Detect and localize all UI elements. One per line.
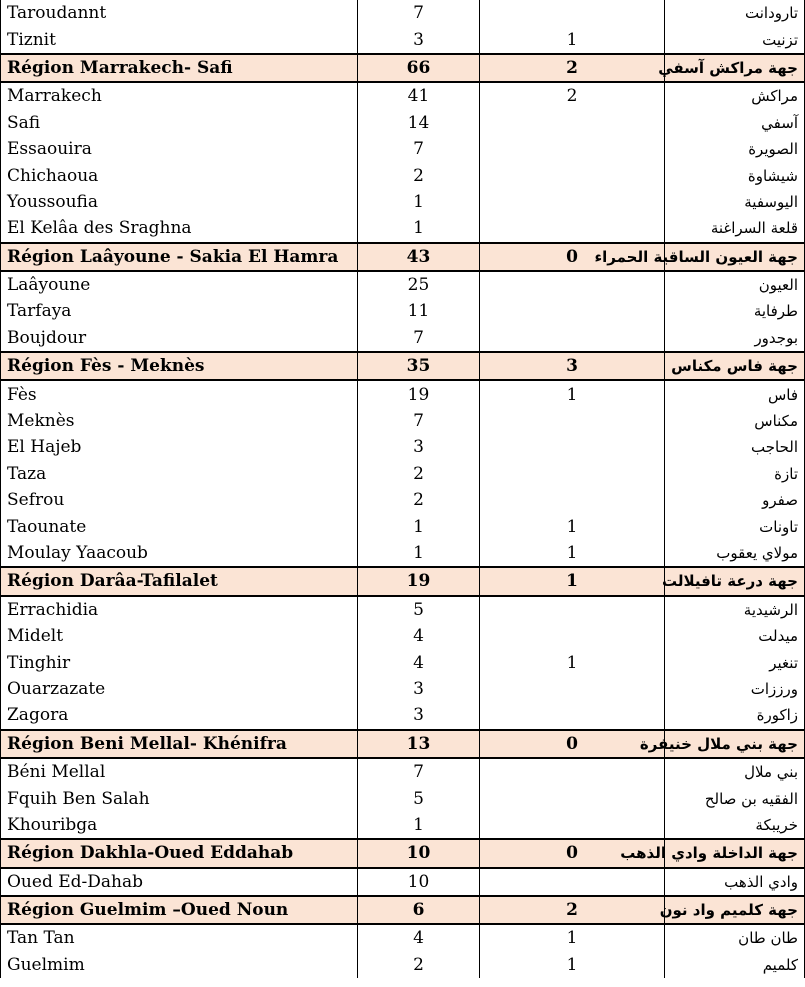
name-ar-cell: بوجدور [665, 325, 805, 352]
extra-cell [480, 162, 665, 188]
extra-cell: 2 [480, 54, 665, 82]
table-row [1, 189, 805, 215]
extra-cell [480, 785, 665, 811]
extra-cell [480, 868, 665, 896]
table-row [1, 162, 805, 188]
region-row [1, 54, 805, 82]
name-fr-cell: Tinghir [1, 649, 358, 675]
name-ar-cell: آسفي [665, 110, 805, 136]
name-ar-cell: جهة فاس مكناس [665, 352, 805, 380]
region-row [1, 352, 805, 380]
table-row [1, 0, 805, 26]
total-cell: 43 [358, 243, 480, 271]
name-ar-cell: تنغير [665, 649, 805, 675]
total-cell: 41 [358, 82, 480, 109]
name-ar-cell: فاس [665, 380, 805, 407]
extra-cell [480, 623, 665, 649]
total-cell: 7 [358, 325, 480, 352]
extra-cell [480, 758, 665, 785]
extra-cell: 1 [480, 567, 665, 595]
name-ar-cell: تاونات [665, 513, 805, 539]
extra-cell: 1 [480, 952, 665, 978]
name-ar-cell: تزنيت [665, 26, 805, 53]
table-row [1, 380, 805, 407]
name-fr-cell: Youssoufia [1, 189, 358, 215]
name-fr-cell: Tiznit [1, 26, 358, 53]
table-row [1, 110, 805, 136]
total-cell: 5 [358, 596, 480, 623]
name-ar-cell: جهة بني ملال خنيفرة [665, 730, 805, 758]
name-fr-cell: El Kelâa des Sraghna [1, 215, 358, 242]
extra-cell: 2 [480, 82, 665, 109]
extra-cell [480, 702, 665, 729]
name-ar-cell: بني ملال [665, 758, 805, 785]
name-ar-cell: قلعة السراغنة [665, 215, 805, 242]
total-cell: 7 [358, 408, 480, 434]
total-cell: 10 [358, 839, 480, 867]
total-cell: 3 [358, 434, 480, 460]
name-ar-cell: مولاي يعقوب [665, 540, 805, 567]
total-cell: 10 [358, 868, 480, 896]
name-ar-cell: وادي الذهب [665, 868, 805, 896]
table-row [1, 215, 805, 242]
extra-cell [480, 434, 665, 460]
name-fr-cell: Région Guelmim –Oued Noun [1, 896, 358, 924]
total-cell: 2 [358, 461, 480, 487]
name-ar-cell: خريبكة [665, 812, 805, 839]
total-cell: 4 [358, 924, 480, 951]
total-cell: 7 [358, 758, 480, 785]
name-fr-cell: Moulay Yaacoub [1, 540, 358, 567]
name-fr-cell: Fès [1, 380, 358, 407]
total-cell: 35 [358, 352, 480, 380]
extra-cell [480, 676, 665, 702]
name-ar-cell: ورززات [665, 676, 805, 702]
name-ar-cell: الرشيدية [665, 596, 805, 623]
name-ar-cell: الفقيه بن صالح [665, 785, 805, 811]
total-cell: 2 [358, 162, 480, 188]
total-cell: 2 [358, 952, 480, 978]
extra-cell: 0 [480, 839, 665, 867]
extra-cell [480, 325, 665, 352]
name-fr-cell: Fquih Ben Salah [1, 785, 358, 811]
table-row [1, 676, 805, 702]
name-ar-cell: كلميم [665, 952, 805, 978]
name-ar-cell: الحاجب [665, 434, 805, 460]
table-row [1, 461, 805, 487]
name-ar-cell: شيشاوة [665, 162, 805, 188]
table-row [1, 868, 805, 896]
name-ar-cell: جهة العيون الساقية الحمراء [665, 243, 805, 271]
name-fr-cell: Taounate [1, 513, 358, 539]
region-row [1, 567, 805, 595]
name-fr-cell: Béni Mellal [1, 758, 358, 785]
table-row [1, 513, 805, 539]
name-fr-cell: Laâyoune [1, 271, 358, 298]
table-row [1, 434, 805, 460]
name-fr-cell: Oued Ed-Dahab [1, 868, 358, 896]
total-cell: 1 [358, 540, 480, 567]
extra-cell [480, 189, 665, 215]
table-row [1, 325, 805, 352]
name-ar-cell: جهة مراكش آسفي [665, 54, 805, 82]
region-row [1, 839, 805, 867]
total-cell: 19 [358, 567, 480, 595]
name-fr-cell: Khouribga [1, 812, 358, 839]
extra-cell: 2 [480, 896, 665, 924]
total-cell: 6 [358, 896, 480, 924]
total-cell: 5 [358, 785, 480, 811]
table-row [1, 649, 805, 675]
total-cell: 25 [358, 271, 480, 298]
table-row [1, 702, 805, 729]
name-fr-cell: Errachidia [1, 596, 358, 623]
name-ar-cell: جهة درعة تافيلالت [665, 567, 805, 595]
extra-cell: 1 [480, 540, 665, 567]
extra-cell [480, 487, 665, 513]
total-cell: 1 [358, 189, 480, 215]
name-fr-cell: Région Dakhla-Oued Eddahab [1, 839, 358, 867]
name-ar-cell: طرفاية [665, 298, 805, 324]
name-fr-cell: Meknès [1, 408, 358, 434]
extra-cell: 3 [480, 352, 665, 380]
name-fr-cell: Boujdour [1, 325, 358, 352]
table-row [1, 952, 805, 978]
name-fr-cell: Chichaoua [1, 162, 358, 188]
extra-cell: 1 [480, 513, 665, 539]
table-row [1, 540, 805, 567]
total-cell: 13 [358, 730, 480, 758]
extra-cell [480, 215, 665, 242]
total-cell: 7 [358, 0, 480, 26]
total-cell: 11 [358, 298, 480, 324]
name-fr-cell: Région Fès - Meknès [1, 352, 358, 380]
extra-cell [480, 812, 665, 839]
table-row [1, 26, 805, 53]
name-ar-cell: مراكش [665, 82, 805, 109]
extra-cell [480, 408, 665, 434]
name-fr-cell: Marrakech [1, 82, 358, 109]
extra-cell: 1 [480, 380, 665, 407]
region-row [1, 896, 805, 924]
name-fr-cell: Midelt [1, 623, 358, 649]
total-cell: 4 [358, 649, 480, 675]
name-fr-cell: Tarfaya [1, 298, 358, 324]
extra-cell [480, 0, 665, 26]
name-ar-cell: زاكورة [665, 702, 805, 729]
table-row [1, 812, 805, 839]
name-fr-cell: Ouarzazate [1, 676, 358, 702]
region-row [1, 730, 805, 758]
name-ar-cell: جهة الداخلة وادي الذهب [665, 839, 805, 867]
extra-cell: 1 [480, 26, 665, 53]
name-ar-cell: اليوسفية [665, 189, 805, 215]
name-fr-cell: Safi [1, 110, 358, 136]
total-cell: 3 [358, 676, 480, 702]
extra-cell: 1 [480, 649, 665, 675]
name-fr-cell: Guelmim [1, 952, 358, 978]
table-row [1, 271, 805, 298]
extra-cell [480, 461, 665, 487]
name-fr-cell: Essaouira [1, 136, 358, 162]
table-row [1, 623, 805, 649]
total-cell: 7 [358, 136, 480, 162]
name-fr-cell: Région Darâa-Tafilalet [1, 567, 358, 595]
name-fr-cell: Tan Tan [1, 924, 358, 951]
name-ar-cell: تارودانت [665, 0, 805, 26]
table-row [1, 408, 805, 434]
table-row [1, 596, 805, 623]
extra-cell [480, 596, 665, 623]
total-cell: 2 [358, 487, 480, 513]
name-ar-cell: العيون [665, 271, 805, 298]
extra-cell [480, 271, 665, 298]
region-row [1, 243, 805, 271]
total-cell: 19 [358, 380, 480, 407]
total-cell: 1 [358, 215, 480, 242]
name-fr-cell: Région Beni Mellal- Khénifra [1, 730, 358, 758]
extra-cell: 0 [480, 243, 665, 271]
name-ar-cell: ميدلت [665, 623, 805, 649]
table-row [1, 298, 805, 324]
name-fr-cell: Sefrou [1, 487, 358, 513]
table-body [1, 0, 805, 978]
total-cell: 66 [358, 54, 480, 82]
table-row [1, 785, 805, 811]
name-fr-cell: Région Marrakech- Safi [1, 54, 358, 82]
extra-cell [480, 110, 665, 136]
total-cell: 3 [358, 702, 480, 729]
total-cell: 3 [358, 26, 480, 53]
name-fr-cell: Taza [1, 461, 358, 487]
extra-cell [480, 298, 665, 324]
total-cell: 1 [358, 513, 480, 539]
table-row [1, 758, 805, 785]
table-row [1, 924, 805, 951]
name-fr-cell: Taroudannt [1, 0, 358, 26]
extra-cell: 1 [480, 924, 665, 951]
name-fr-cell: Région Laâyoune - Sakia El Hamra [1, 243, 358, 271]
total-cell: 14 [358, 110, 480, 136]
extra-cell: 0 [480, 730, 665, 758]
name-fr-cell: Zagora [1, 702, 358, 729]
total-cell: 4 [358, 623, 480, 649]
name-ar-cell: صفرو [665, 487, 805, 513]
extra-cell [480, 136, 665, 162]
name-ar-cell: تازة [665, 461, 805, 487]
name-ar-cell: مكناس [665, 408, 805, 434]
table-row [1, 487, 805, 513]
name-ar-cell: طان طان [665, 924, 805, 951]
name-ar-cell: الصويرة [665, 136, 805, 162]
table-row [1, 82, 805, 109]
name-fr-cell: El Hajeb [1, 434, 358, 460]
table-row [1, 136, 805, 162]
total-cell: 1 [358, 812, 480, 839]
name-ar-cell: جهة كلميم واد نون [665, 896, 805, 924]
